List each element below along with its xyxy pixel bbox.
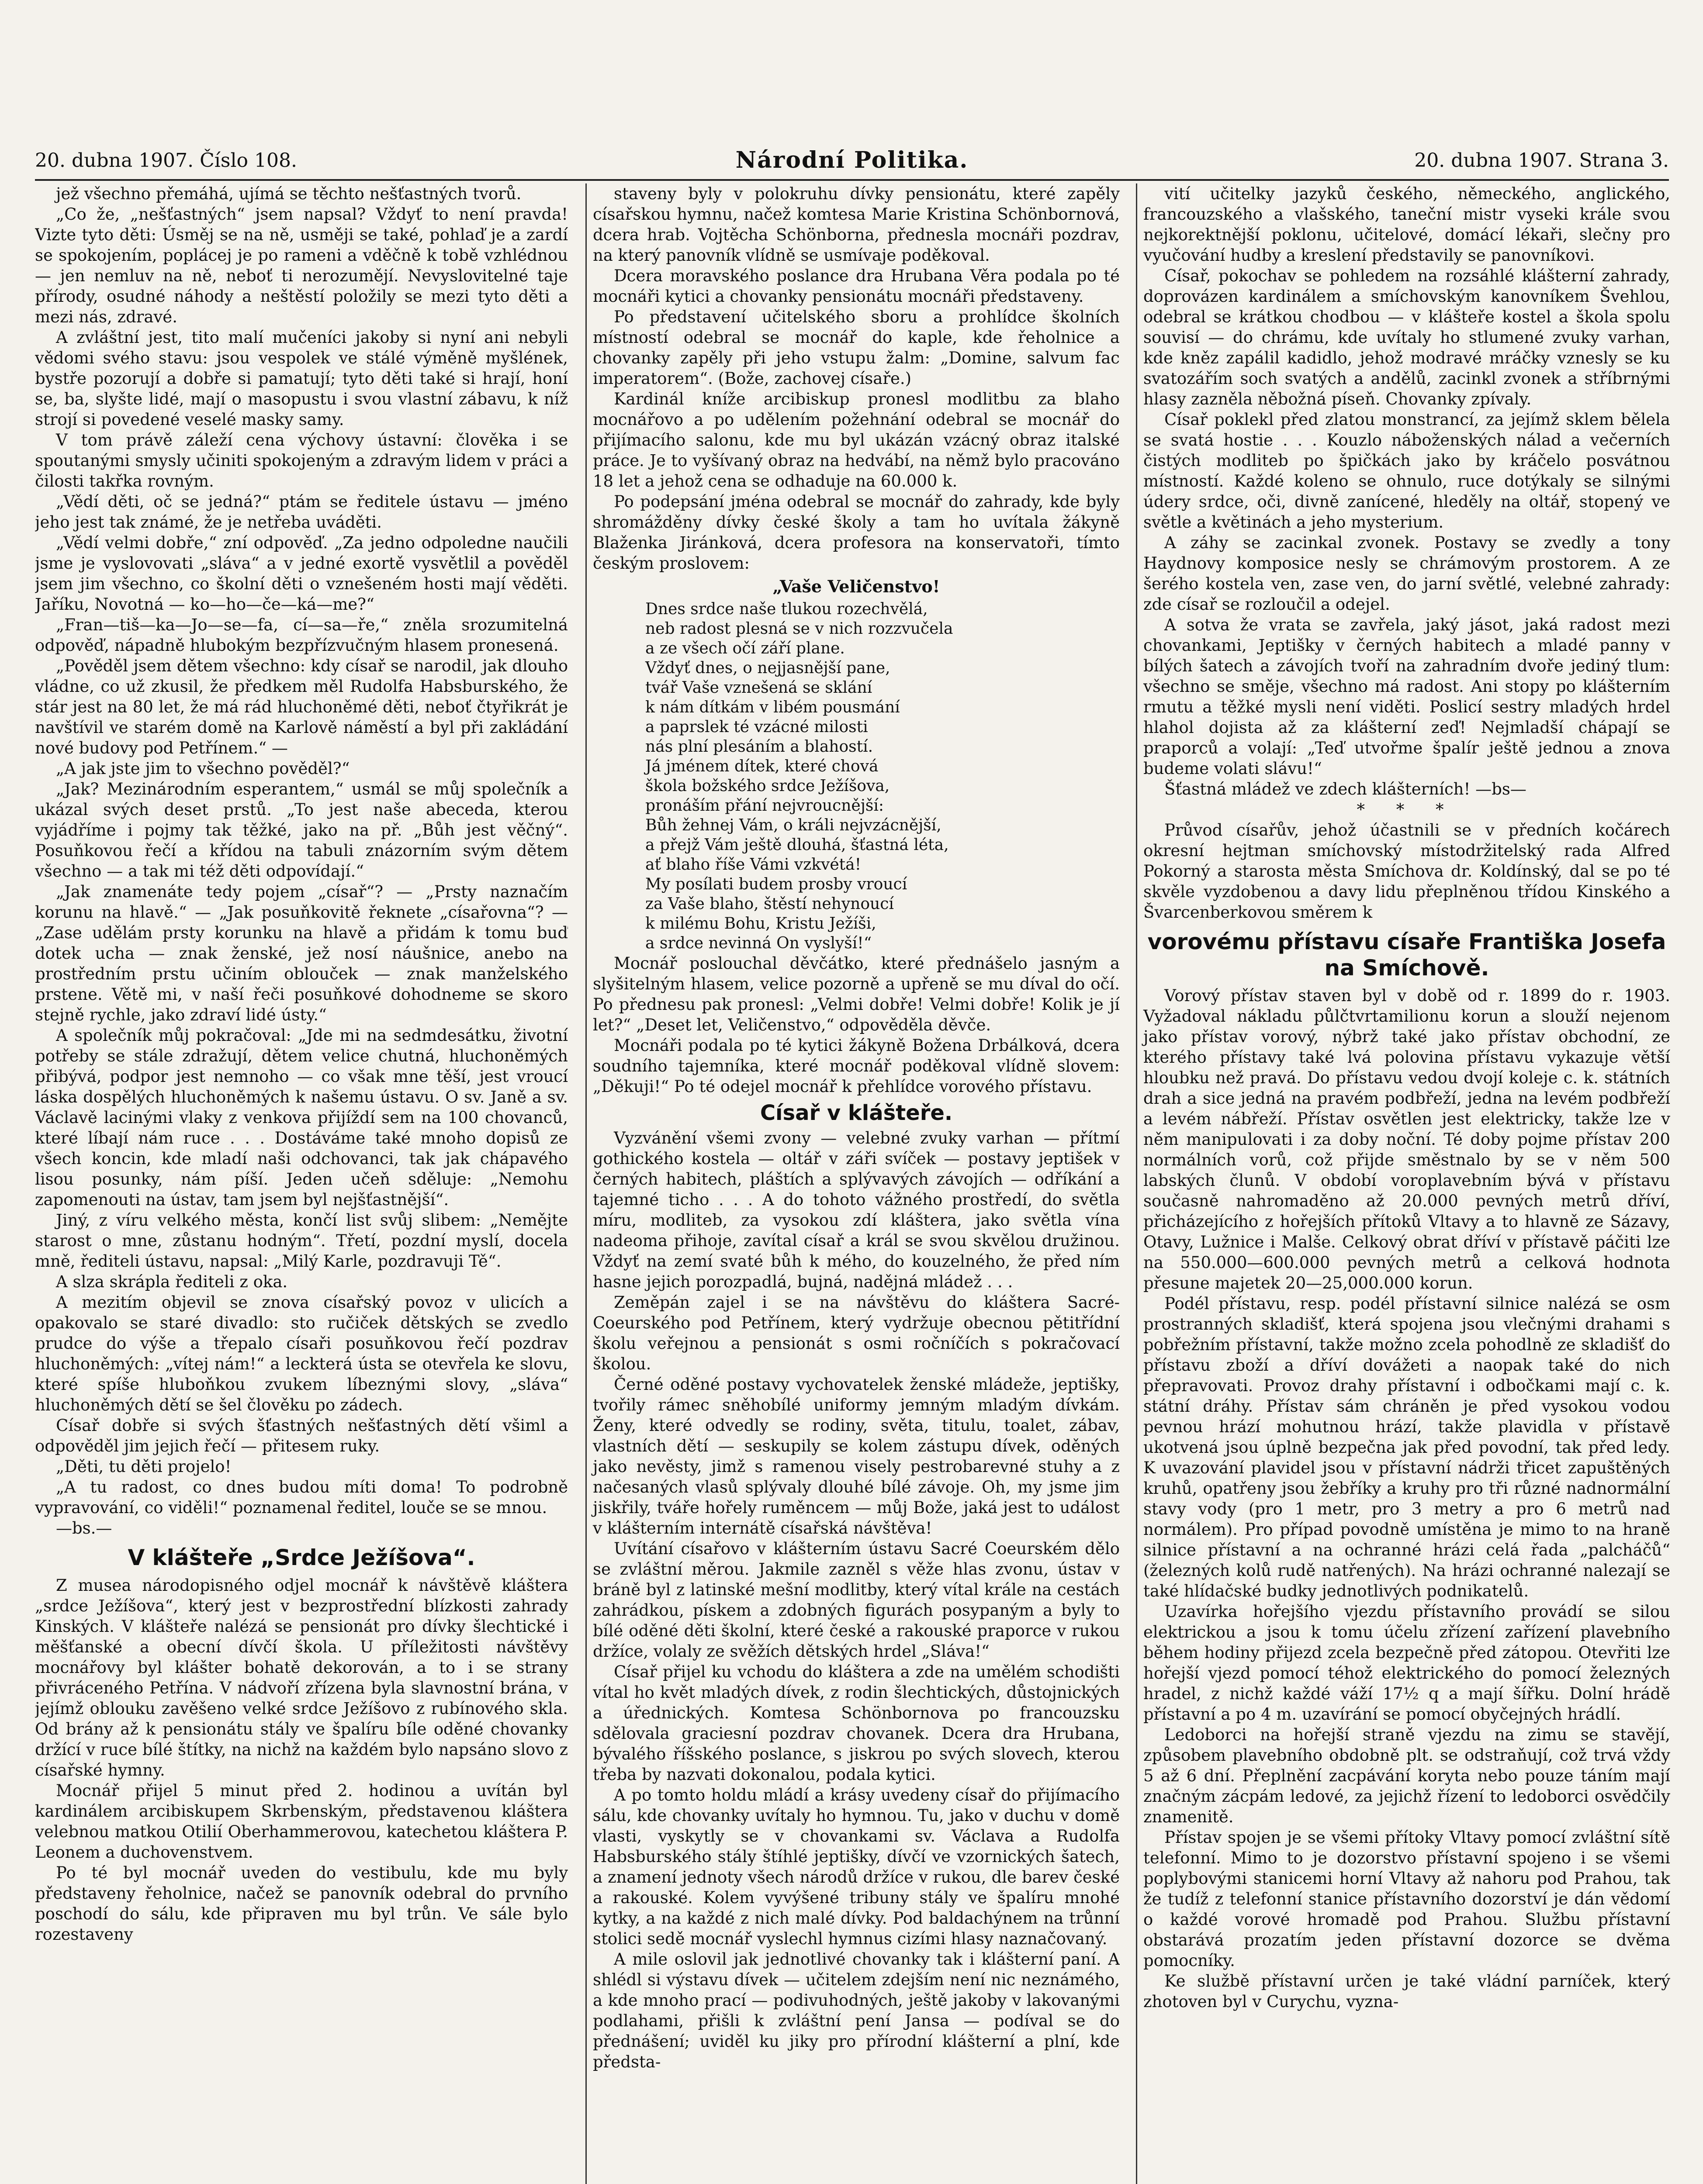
col3b-text [1143, 820, 1670, 923]
paragraph: „Děti, tu děti projelo! [56, 1457, 232, 1476]
paragraph: vití učitelky jazyků českého, německého, anglického, francouzského a vlašského, taneční mistr vyseki krále svou nejkorektnější poklonu, učitelové, domácí lékaři, slečny pro vyučování hudby a kreslení představily se panovníkovi. [1143, 184, 1670, 265]
col1b-text [35, 1575, 568, 1945]
poem-line: Bůh žehnej Vám, o králi nejvzácnější, [645, 816, 941, 834]
paragraph: Šťastná mládež ve zdech klášterních! —bs— [1164, 780, 1526, 798]
paragraph: —bs.— [56, 1519, 112, 1538]
col2-text [593, 183, 1120, 574]
paragraph: Vorový přístav staven byl v době od r. 1899 do r. 1903. Vyžadoval nákladu půlčtvrtamilionu korun a slouží nejenom jako přístav vorový, nýbrž také jako přístav obchodní, ze kterého přístavy také lvá polovina přístavu vykazuje větší hloubku než pravá. Do přístavu vedou dvojí koleje c. k. státních drah a sice jedná na pravém podbřeží, jedna na levém podbřeží a levém nábřeží. Přístav osvětlen jest elektricky, takže lze v něm manipulovati i za doby noční. Té doby pojme přístav 200 normálních vorů, což přijde směstnalo by se v něm 500 labských člunů. V období voroplavebním bývá v přístavu současně nahromaděno až 20.000 pevných metrů dříví, přicházejícího z hořejších přítoků Vltavy a to hlavně ze Sázavy, Otavy, Lužnice i Malše. Celkový obrat dříví v přístavě páčiti lze na 550.000—600.000 pevných metrů a celková hodnota přesune majetek 20—25,000.000 korun. [1143, 986, 1670, 1292]
paragraph: A záhy se zacinkal zvonek. Postavy se zvedly a tony Haydnovy komposice nesly se chrámovým prostorem. A ze šerého kostela ven, zase ven, do jarní světlé, velebné zahrady: zde císař se rozloučil a odejel. [1143, 533, 1670, 614]
paragraph: Mocnáři podala po té kytici žákyně Božena Drbálková, dcera soudního tajemníka, které mocnář poděkoval vlídně slovem: „Děkuji!“ Po té odejel mocnář k přehlídce vorového přístavu. [593, 1036, 1120, 1096]
poem-line: a paprslek té vzácné milosti [645, 718, 868, 736]
paragraph: Uvítání císařovo v klášterním ústavu Sacré Coeurském dělo se zvláštní měrou. Jakmile zazněl s věže hlas zvonu, ústav v bráně byl z latinské mešní modlitby, který vítal krále na cestách zahrádkou, pískem a zdobných figurách posypaným a byly to bílé oděné děti školní, které české a rakouské praporce v rukou držíce, volaly ze svěžích dětských hrdel „Sláva!“ [593, 1539, 1120, 1661]
paragraph: „A tu radost, co dnes budou míti doma! To podrobně vypravování, co viděli!“ poznamenal ředitel, louče se se mnou. [35, 1478, 568, 1517]
paragraph: Dcera moravského poslance dra Hrubana Věra podala po té mocnáři kytici a chovanky pensionátu mocnáři představeny. [593, 266, 1120, 306]
paragraph: „A jak jste jim to všechno pověděl?“ [56, 759, 350, 778]
paragraph: Po představení učitelského sboru a prohlídce školních místností odebral se mocnář do kaple, kde řeholnice a chovanky zapěly při jeho vstupu žalm: „Domine, salvum fac imperatorem“. (Bože, zachovej císaře.) [593, 308, 1120, 388]
poem-line: k nám dítkám v libém pousmání [645, 698, 900, 716]
column-3 [1136, 183, 1670, 2184]
paragraph: Po té byl mocnář uveden do vestibulu, kde mu byly představeny řeholnice, načež se panovník odebral do prvního poschodí do sálu, kde připraven mu byl trůn. Ve sále bylo rozestaveny [35, 1863, 568, 1944]
paragraph: Mocnář poslouchal děvčátko, které přednášelo jasným a slyšitelným hlasem, velice pozorně a upřeně se mu díval do očí. Po přednesu pak pronesl: „Velmi dobře! Velmi dobře! Kolik je jí let?“ „Deset let, Veličenstvo,“ odpověděla děvče. [593, 954, 1120, 1034]
paragraph: Ledoborci na hořejší straně vjezdu na zimu se stavějí, způsobem plavebního obdobně plt. se odstraňují, což trvá vždy 5 až 6 dní. Přeplnění zacpávání koryta nebo pouze táním mají značným zácpám ledové, za jejichž řízení to ledoborci osvědčily znamenitě. [1143, 1725, 1670, 1826]
heading-pristav: vorovému přístavu císaře Františka Josefa na Smíchově. [1147, 929, 1666, 981]
masthead [35, 144, 1669, 181]
paragraph: Černé oděné postavy vychovatelek ženské mládeže, jeptišky, tvořily rámec sněhobílé uniformy jemným mladým dívkám. Ženy, které odvedly se rodiny, světa, titulu, toalet, zábav, vlastních dětí — seskupily se kolem zástupu dívek, oděných jako nevěsty, jimž s ramenou visely pestrobarevné stuhy a z načesaných vlasů splývaly dlouhé bílé závoje. Oh, my jsme jim jiskřily, tváře hořely ruměncem — můj Bože, jaká jest to událost v klášterním internátě císařská návštěva! [593, 1375, 1120, 1538]
paragraph: Ke službě přístavní určen je také vládní parníček, který zhotoven byl v Curychu, vyzna- [1143, 1972, 1670, 2011]
paragraph: „Vědí velmi dobře,“ zní odpověď. „Za jedno odpoledne naučili jsme je vyslovovati „sláva“ a v jedné exortě vysvětlil a pověděl jsem jim všechno, co školní děti o vznešeném hosti mají věděti. Jaříku, Novotná — ko—ho—če—ká—me?“ [35, 533, 568, 614]
paragraph: Zeměpán zajel i se na návštěvu do kláštera Sacré-Coeurského pod Petřínem, který vydržuje obecnou pětitřídní školu veřejnou a pensionát s osmi ročníčích s pokračovací školou. [593, 1293, 1120, 1373]
poem-line: a srdce nevinná On vyslyší!“ [645, 934, 872, 952]
paragraph: „Co že, „nešťastných“ jsem napsal? Vždyť to není pravda! Vizte tyto děti: Úsměj se na ně, usměji se také, pohlaď je a zardí se spokojením, poplácej je po rameni a vděčně k tobě vzhlédnou — jen nemluv na ně, neboť ti nerozumějí. Nevyslovitelné taje přírody, osudné náhody a neštěstí položily se mezi tyto děti a mezi nás, zdravé. [35, 205, 568, 326]
col3-text [1143, 183, 1670, 799]
paragraph: Průvod císařův, jehož účastnili se v předních kočárech okresní hejtman smíchovský místodržitelský rada Alfred Pokorný a starosta města Smíchova dr. Koldínský, dal se po té skvěle vyzdobenou a davy lidu přeplněnou třídou Kinského a Švarcenberkovou směrem k [1143, 821, 1670, 922]
paragraph: A slza skrápla řediteli z oka. [56, 1272, 288, 1291]
paragraph: „Pověděl jsem dětem všechno: kdy císař se narodil, jak dlouho vládne, co už zkusil, že předkem měl Rudolfa Habsburského, že stár jest na 80 let, že má rád hluchoněmé děti, neboť čtyřikrát je navštívil ve starém domě na Karlově náměstí a byl při zakládání nové budovy pod Petřínem.“ — [35, 657, 568, 757]
paragraph: Uzavírka hořejšího vjezdu přístavního provádí se silou elektrickou a jsou k tomu účelu zřízení zařízení plavebního během hodiny přijezd zcela bezpečně před zátopou. Otevřiti lze hořejší vjezd pomocí téhož elektrického do pomocí železných hradel, z nichž každé váží 17½ q a mají šířku. Dolní hrádě přístavní a po 4 m. uzavírání se pomocí obyčejných hrádlí. [1143, 1602, 1670, 1724]
column-1 [35, 183, 568, 2184]
poem [593, 599, 1120, 953]
col3c-text [1143, 985, 1670, 2012]
paragraph: Císař přijel ku vchodu do kláštera a zde na umělém schodišti vítal ho květ mladých dívek, z rodin šlechtických, důstojnických a úřednických. Komtesa Schönbornova po francouzsku sdělovala graciesní pozdrav chovanek. Dcera dra Hrubana, bývalého říšského poslance, s jiskrou po svých slovech, kterou třeba by nazvati dokonalou, podala kytici. [593, 1662, 1120, 1784]
paragraph: Kardinál kníže arcibiskup pronesl modlitbu za blaho mocnářovo a po udělením požehnání odebral se mocnář do přijímacího salonu, kde mu byl ukázán vzácný obraz italské práce. Je to vyšívaný obraz na hedvábí, na němž bylo pracováno 18 let a jehož cena se odhaduje na 60.000 k. [593, 390, 1120, 491]
paragraph: staveny byly v polokruhu dívky pensionátu, které zapěly císařskou hymnu, načež komtesa Marie Kristina Schönbornová, dcera hrab. Vojtěcha Schönborna, přednesla mocnáři pozdrav, na který panovník vlídně se usmívaje poděkoval. [593, 184, 1120, 265]
poem-line: a ze všech očí září plane. [645, 639, 845, 657]
paragraph: V tom právě záleží cena výchovy ústavní: člověka i se spoutanými smysly učiniti spokojeným a zdravým lidem v práci a čilosti takřka rovným. [35, 431, 568, 491]
issue-date-left: 20. dubna 1907. Číslo 108. [35, 149, 297, 172]
paragraph: jež všechno přemáhá, ujímá se těchto nešťastných tvorů. [56, 184, 522, 203]
paragraph: A mezitím objevil se znova císařský povoz v ulicích a opakovalo se staré divadlo: sto ručiček dětských se zvedlo prudce do výše a třepalo císaři posuňkovou řečí pozdrav hluchoněmých: „vítej nám!“ a leckterá ústa se otevřela ke slovu, které spíše hluboňkou zvukem líbeznými slovy, „sláva“ hluchoněmých dětí se šel člověku po zádech. [35, 1293, 568, 1414]
newspaper-title: Národní Politika. [735, 147, 969, 173]
column-2 [585, 183, 1120, 2184]
paragraph: Císař dobře si svých šťastných nešťastných dětí všiml a odpověděl jim jejich řečí — přitesem ruky. [35, 1416, 568, 1455]
poem-line: My posílati budem prosby vroucí [645, 875, 907, 893]
paragraph: Přístav spojen je se všemi přítoky Vltavy pomocí zvláštní sítě telefonní. Mimo to je dozorstvo přístavní spojeno i se všemi poplybovými stanicemi horní Vltavy až nahoru pod Prahou, tak že tudíž z telefonní stanice přístavního dozorství je dán vědomí o každé vorové hromadě pod Prahou. Službu přístavní obstarává prozatím jeden přístavní dozorce se dvěma pomocníky. [1143, 1828, 1670, 1970]
paragraph: A mile oslovil jak jednotlivé chovanky tak i klášterní paní. A shlédl si výstavu dívek — učitelem zdejším není nic neznámého, a kde mnoho prací — podivuhodných, ještě jakoby v lakovanými podlahami, přišli k zvláštní pení Jansa — podíval se do přednášení; uviděl ku jiky pro přírodní klášterní a plní, kde předsta- [593, 1950, 1120, 2071]
heading-klaster: V klášteře „Srdce Ježíšova“. [128, 1545, 475, 1570]
paragraph: Po podepsání jména odebral se mocnář do zahrady, kde byly shromážděny dívky české školy a tam ho uvítala žákyně Blaženka Jiránková, dcera profesora na konservatoři, tímto českým proslovem: [593, 492, 1120, 573]
paragraph: Mocnář přijel 5 minut před 2. hodinou a uvítán byl kardinálem arcibiskupem Skrbenským, představenou kláštera velebnou matkou Otilií Oberhammerovou, katechetou kláštera P. Leonem a duchovenstvem. [35, 1781, 568, 1862]
poem-line: neb radost plesná se v nich rozzvučela [645, 620, 953, 638]
col1-text [35, 183, 568, 1538]
page-number-right: 20. dubna 1907. Strana 3. [1414, 149, 1669, 172]
poem-line: za Vaše blaho, štěstí nehynoucí [645, 895, 894, 913]
paragraph: Císař, pokochav se pohledem na rozsáhlé klášterní zahrady, doprovázen kardinálem a smíchovským kanovníkem Švehlou, odebral se krátkou chodbou — v klášteře kostel a škola spolu souvisí — do chrámu, kde uvítaly ho stlumené zvuky varhan, kde kněz zapálil kadidlo, jehož modravé mráčky vznesly se ku svatozářím soch svatých a andělů, zacinkl zvonek a stříbrnými hlasy zazněla něbožná píseň. Chovanky zpívaly. [1143, 266, 1670, 408]
paragraph: Vyzvánění všemi zvony — velebné zvuky varhan — přítmí gothického kostela — oltář v záři svíček — postavy jeptišek v černých habitech, pláštích a splývavých závojích — odříkání a tajemné ticho . . . A do tohoto vážného prostředí, do světla míru, modliteb, za vysokou zdí kláštera, jako světla vína nadeoma přihoje, zavítal císař a král se svou skvělou družinou. Vždyť na zemí svaté bůh k mého, do kouzelného, že před ním hasne jejich porozpadlá, bujná, nadějná mládež . . . [593, 1129, 1120, 1291]
paragraph: Císař poklekl před zlatou monstrancí, za jejímž sklem bělela se svatá hostie . . . Kouzlo náboženských nálad a večerních čistých modliteb po špičkách jako by kráčelo posvátnou místností. Každé koleno se ohnulo, ruce dotýkaly se silnými údery srdce, oči, divně zanícené, hleděly na oltář, stopený ve světle a květinách a jeho mysterium. [1143, 410, 1670, 532]
col2c-text [593, 1128, 1120, 2072]
poem-line: ať blaho říše Vámi vzkvétá! [645, 856, 862, 874]
poem-line: k milému Bohu, Kristu Ježíši, [645, 915, 876, 933]
poem-line: pronáším přání nejvroucnější: [645, 797, 884, 815]
paragraph: „Jak? Mezinárodním esperantem,“ usmál se můj společník a ukázal svých deset prstů. „To jest naše abeceda, kterou vyjádříme i pojmy tak těžké, jako na př. „Bůh jest věčný“. Posuňkovou řečí a křídou na tabuli znázorním svým dětem všechno — a tak mi též děti odpovídají.“ [35, 780, 568, 881]
paragraph: „Jak znamenáte tedy pojem „císař“? — „Prsty naznačím korunu na hlavě.“ — „Jak posuňkovitě řeknete „císařovna“? — „Zase udělám prsty korunku na hlavě a přidám k tomu buď dotek ucha — znak ženské, jež nosí náušnice, anebo na prostředním prstu učiním oblouček — znak manželského prstene. Větě mi, v naší řeči posuňkové dohodneme se skoro stejně rychle, jako zdraví lidé ústy.“ [35, 882, 568, 1024]
poem-line: nás plní plesáním a blahostí. [645, 738, 873, 756]
paragraph: „Vědí děti, oč se jedná?“ ptám se ředitele ústavu — jméno jeho jest tak známé, že je netřeba uváděti. [35, 492, 568, 532]
paragraph: A sotva že vrata se zavřela, jaký jásot, jaká radost mezi chovankami, Jeptišky v černých habitech a mladé panny v bílých šatech a závojích tvoří na zahradním dvoře jediný tlum: všechno se směje, všechno má radost. Ani stopy po klášterním rmutu a těžké mysli není viděti. Poslicí sestry mladých hrdel hlahol dojista až za klášterní zeď! Nejmladší chápají se praporců a volají: „Teď utvořme špalír ještě jednou a znova budeme volati slávu!“ [1143, 615, 1670, 778]
paragraph: A po tomto holdu mládí a krásy uvedeny císař do přijímacího sálu, kde chovanky uvítaly ho hymnou. Tu, jako v duchu v domě vlasti, vyskytly se v chovankami sv. Václava a Rudolfa Habsburského stály štíhlé jeptišky, dívčí ve vzornických šatech, a znamení jednoty všech národů držíce v rukou, dle barev české a rakouské. Kolem vyvýšené tribuny stály ve špalíru mnohé kytky, a na každé z nich malé dívky. Pod baldachýnem na trůnní stolici sedě mocnář vyslechl hymnus cizími hlasy naznačovaný. [593, 1786, 1120, 1948]
paragraph: „Fran—tiš—ka—Jo—se—fa, cí—sa—ře,“ zněla srozumitelná odpověď, nápadně hlubokým bezpřízvučným hlasem pronesená. [35, 615, 568, 655]
poem-line: Já jménem dítek, které chová [645, 757, 879, 775]
poem-line: tvář Vaše vznešená se sklání [645, 679, 872, 697]
poem-line: a přejž Vám ještě dlouhá, šťastná léta, [645, 836, 949, 854]
poem-title: „Vaše Veličenstvo! [772, 577, 940, 596]
heading-cisar: Císař v klášteře. [760, 1101, 953, 1125]
paragraph: Jiný, z víru velkého města, končí list svůj slibem: „Nemějte starost o mne, zůstanu hodným“. Třetí, pozdní myslí, docela mně, řediteli ústavu, napsal: „Milý Karle, pozdravuji Tě“. [35, 1211, 568, 1271]
poem-line: Vždyť dnes, o nejjasnější pane, [645, 659, 890, 677]
paragraph: Podél přístavu, resp. podél přístavní silnice nalézá se osm prostranných skladišť, která spojena jsou vlečnými drahami s pobřežním přístavní, takže možno zcela pohodlně ze skladišť do přístavu zboží a dříví dovážeti a naopak také do nich přepravovati. Provoz drahy přístavní i odbočkami mají c. k. státní dráhy. Přístav sám chráněn je před vysokou vodou pevnou hrází mohutnou hrází, takže plavidla v přístavě ukotvená jsou úplně bezpečna jak před povodní, tak před ledy. K uvazování plavidel jsou v přístavní nádrži třicet zapuštěných kruhů, opatřeny jsou žebříky a kruhy pro tři různé nadnormální stavy vody (pro 1 metr, pro 3 metry a pro 6 metrů nad normálem). Pro případ povodně umístěna je mimo to na hraně silnice přístavní a na ochranné hrázi celá řada „palcháčů“ (železných kolů rudě natřených). Na hrázi ochranné nalezají se také hlídačské budky jednotlivých podnikatelů. [1143, 1294, 1670, 1600]
poem-line: škola božského srdce Ježíšova, [645, 777, 890, 795]
paragraph: A společník můj pokračoval: „Jde mi na sedmdesátku, životní potřeby se stále zdražují, dětem velice chutná, hluchoněmých přibývá, podpor jest nemnoho — co však mne těší, jest vroucí láska dospělých hluchoněmých k našemu ústavu. O sv. Janě a sv. Václavě lacinými vlaky z venkova přijíždí sem na 100 chovanců, které líbají nám ruce . . . Dostáváme také mnoho dopisů ze všech koncin, kde mladí naši odchovanci, tak jak chápavého lisou posunky, nám píší. Jeden učeň sděluje: „Nemohu zapomenouti na ústav, tam jsem byl nejšťastnější“. [35, 1026, 568, 1209]
paragraph: A zvláštní jest, tito malí mučeníci jakoby si nyní ani nebyli vědomi svého stavu: jsou vespolek ve stálé výměně myšlének, bystře pozorují a dobře si pamatují; tyto děti také si hrají, honí se, ba, slyšte lidé, mají o masopustu i svou vlastní zábavu, k níž strojí si povedené veselé masky samy. [35, 328, 568, 429]
col2b-text [593, 953, 1120, 1097]
section-divider: * * * [1357, 800, 1457, 819]
paragraph: Z musea národopisného odjel mocnář k návštěvě kláštera „srdce Ježíšova“, který jest v bezprostřední blízkosti zahrady Kinských. V klášteře nalézá se pensionát pro dívky šlechtické i měšťanské a obecní dívčí škola. U příležitosti návštěvy mocnářovy byl klášter bohatě dekorován, a to i se strany přivráceného Petřína. V nádvoří zřízena byla slavnostní brána, v jejímž oblouku zavěšeno velké srdce Ježíšovo z rubínového skla. Od brány až k pensionátu stály ve špalíru bíle oděné chovanky držící v ruce bílé štítky, na nichž na každém bylo napsáno slovo z císařské hymny. [35, 1576, 568, 1780]
poem-line: Dnes srdce naše tlukou rozechvělá, [645, 600, 928, 618]
